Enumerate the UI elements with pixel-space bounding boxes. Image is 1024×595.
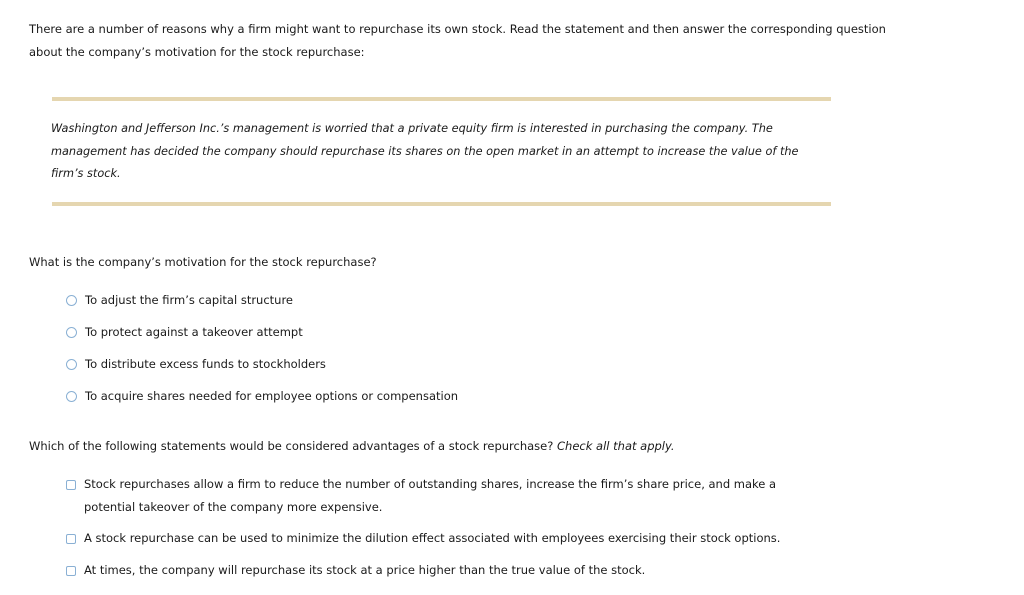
- option-label: To acquire shares needed for employee options or compensation: [85, 389, 459, 403]
- radio-button[interactable]: [66, 327, 77, 338]
- scenario-text: Washington and Jefferson Inc.’s management is worried that a private equity firm is interested in purchasing the company. The management has decided the company should repurchase its shares on the open market in an attempt to increase the value of the firm’s stock.: [51, 122, 799, 180]
- option-label: To protect against a takeover attempt: [85, 325, 303, 339]
- checkbox[interactable]: [66, 566, 76, 576]
- q1-option-distribute-funds[interactable]: [66, 358, 326, 376]
- option-label: A stock repurchase can be used to minimize the dilution effect associated with employees exercising their stock options.: [84, 531, 781, 545]
- question-1-prompt: What is the company’s motivation for the stock repurchase?: [29, 255, 377, 269]
- scenario-top-rule: [52, 97, 831, 101]
- checkbox[interactable]: [66, 534, 76, 544]
- option-label: At times, the company will repurchase its stock at a price higher than the true value of the stock.: [84, 563, 646, 577]
- radio-button[interactable]: [66, 359, 77, 370]
- option-label: To distribute excess funds to stockholders: [85, 357, 326, 371]
- intro-text: There are a number of reasons why a firm might want to repurchase its own stock. Read the statement and then answer the corresponding question about the company’s motivation for the stock repurchase:: [29, 22, 886, 59]
- q2-option-overpay[interactable]: [66, 564, 824, 582]
- scenario-bottom-rule: [52, 202, 831, 206]
- option-label: Stock repurchases allow a firm to reduce the number of outstanding shares, increase the firm’s share price, and make a potential takeover of the company more expensive.: [84, 477, 777, 514]
- question-2-prompt: [29, 439, 675, 453]
- option-label: To adjust the firm’s capital structure: [85, 293, 294, 307]
- q2-option-reduce-shares[interactable]: [66, 478, 824, 518]
- q1-option-capital-structure[interactable]: [66, 294, 293, 312]
- radio-button[interactable]: [66, 295, 77, 306]
- question-2-instruction: Check all that apply.: [557, 439, 675, 453]
- checkbox[interactable]: [66, 480, 76, 490]
- question-2-text: Which of the following statements would be considered advantages of a stock repurchase?: [29, 439, 554, 453]
- radio-button[interactable]: [66, 391, 77, 402]
- q1-option-takeover[interactable]: [66, 326, 303, 344]
- q1-option-employee-options[interactable]: [66, 390, 458, 408]
- q2-option-dilution[interactable]: [66, 532, 824, 550]
